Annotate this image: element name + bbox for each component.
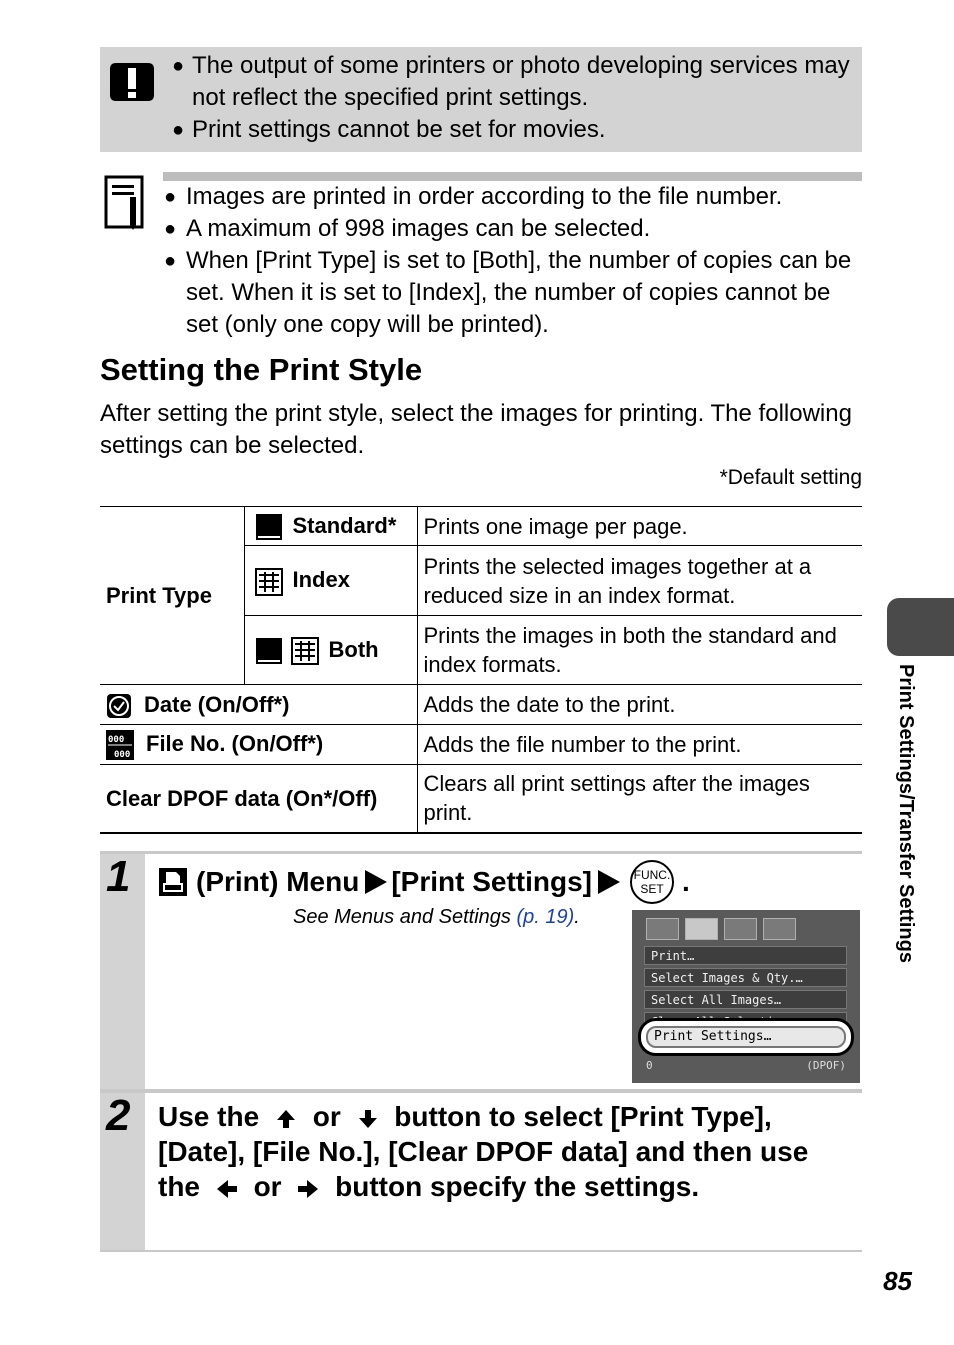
play-tab-icon [646,918,679,940]
lcd-menu-item: Select Images & Qty.… [644,968,847,987]
date-cell [100,685,417,725]
index-print-icon [255,568,283,596]
print-style-table [100,506,862,834]
standard-desc: Prints one image per page. [417,507,862,546]
step-2 [100,1090,862,1252]
print-tab-icon [685,918,718,940]
step-2-text-part: button to select [Print Type], [Date], [File No.], [Clear DPOF data] and then use the [158,1101,809,1202]
file-number-icon [106,730,134,760]
date-icon [106,693,132,719]
clear-dpof-label: Clear DPOF data (On*/Off) [100,765,417,833]
lcd-selected-item: Print Settings… [646,1026,846,1048]
standard-print-icon [255,513,283,541]
note-list [164,181,864,341]
file-no-desc: Adds the file number to the print. [417,725,862,765]
step-number: 2 [106,1091,131,1140]
reference-end: . [574,906,580,928]
chapter-title: Print Settings/Transfer Settings [895,664,917,963]
table-row [100,725,862,765]
step-number-column [100,1093,145,1250]
memo-icon [104,175,148,231]
func-set-button-icon [630,860,674,904]
page-reference-link[interactable]: (p. 19) [516,906,575,928]
func-label: FUNC. [633,868,671,882]
index-print-icon [291,637,319,665]
arrow-left-icon [214,1178,240,1200]
arrow-right-icon [295,1178,321,1200]
date-label: Date (On/Off*) [144,691,290,717]
chapter-side-tab [887,598,954,656]
step-number: 1 [106,852,131,901]
default-setting-note: *Default setting [719,466,862,489]
caution-list [172,50,852,146]
clear-dpof-desc: Clears all print settings after the images print. [417,765,862,833]
table-row [100,685,862,725]
standard-print-icon [255,637,283,665]
note-divider [163,172,862,181]
print-menu-text: (Print) Menu [196,866,360,897]
step-2-text-part: or [253,1171,282,1202]
caution-icon [110,59,154,105]
step-1-heading [158,860,690,904]
lcd-selection-highlight [638,1018,854,1056]
index-cell [244,546,417,616]
lcd-footer-dpof: (DPOF) [806,1059,846,1072]
heading-end: . [681,866,690,897]
page-number: 85 [883,1266,912,1296]
section-title: Setting the Print Style [100,352,423,387]
note-item: ● Images are printed in order according to the file number. [164,181,864,213]
file-no-cell [100,725,417,765]
note-item: ● When [Print Type] is set to [Both], the number of copies can be set. When it is set to [Index], the number of copies cannot be set (only one copy will be printed). [164,245,864,341]
date-desc: Adds the date to the print. [417,685,862,725]
lcd-footer-count: 0 [646,1059,653,1072]
step-2-text-part: Use the [158,1101,260,1132]
svg-text:000: 000 [114,750,131,761]
section-intro: After setting the print style, select the images for printing. The following settings can be selected. [100,400,852,459]
step-2-text-part: or [312,1101,341,1132]
file-no-label: File No. (On/Off*) [146,730,324,756]
step-1 [100,851,862,1091]
svg-text:000: 000 [108,735,125,746]
table-row [100,765,862,833]
table-row [100,507,862,546]
chapter-side-label [893,664,923,1054]
note-item: ● A maximum of 998 images can be selected. [164,213,864,245]
index-desc: Prints the selected images together at a reduced size in an index format. [417,546,862,616]
step-number-column [100,854,145,1089]
both-desc: Prints the images in both the standard and index formats. [417,616,862,685]
reference-text: See Menus and Settings [293,906,517,928]
caution-item: ● The output of some printers or photo developing services may not reflect the specified print settings. [172,50,852,114]
arrow-down-icon [355,1108,381,1130]
set-label: SET [640,882,664,896]
both-cell [244,616,417,685]
standard-cell [244,507,417,546]
both-label: Both [328,636,379,662]
arrow-right-icon [365,870,387,894]
print-settings-text: [Print Settings] [391,866,592,897]
lcd-menu-item: Print… [644,946,847,965]
menu-reference [293,906,580,929]
lcd-tabs [646,918,850,940]
arrow-right-icon [598,870,620,894]
index-label: Index [292,567,350,593]
step-2-text [158,1099,858,1204]
caution-box [100,47,862,152]
step-2-text-part: button specify the settings. [335,1171,700,1202]
caution-item: ● Print settings cannot be set for movies. [172,114,852,146]
standard-label: Standard* [292,512,397,538]
setup-tab-icon [724,918,757,940]
lcd-menu-item: Select All Images… [644,990,847,1009]
print-type-label: Print Type [100,507,244,685]
my-camera-tab-icon [763,918,796,940]
arrow-up-icon [273,1108,299,1130]
camera-lcd-screenshot [632,910,860,1083]
print-menu-icon [158,867,188,897]
